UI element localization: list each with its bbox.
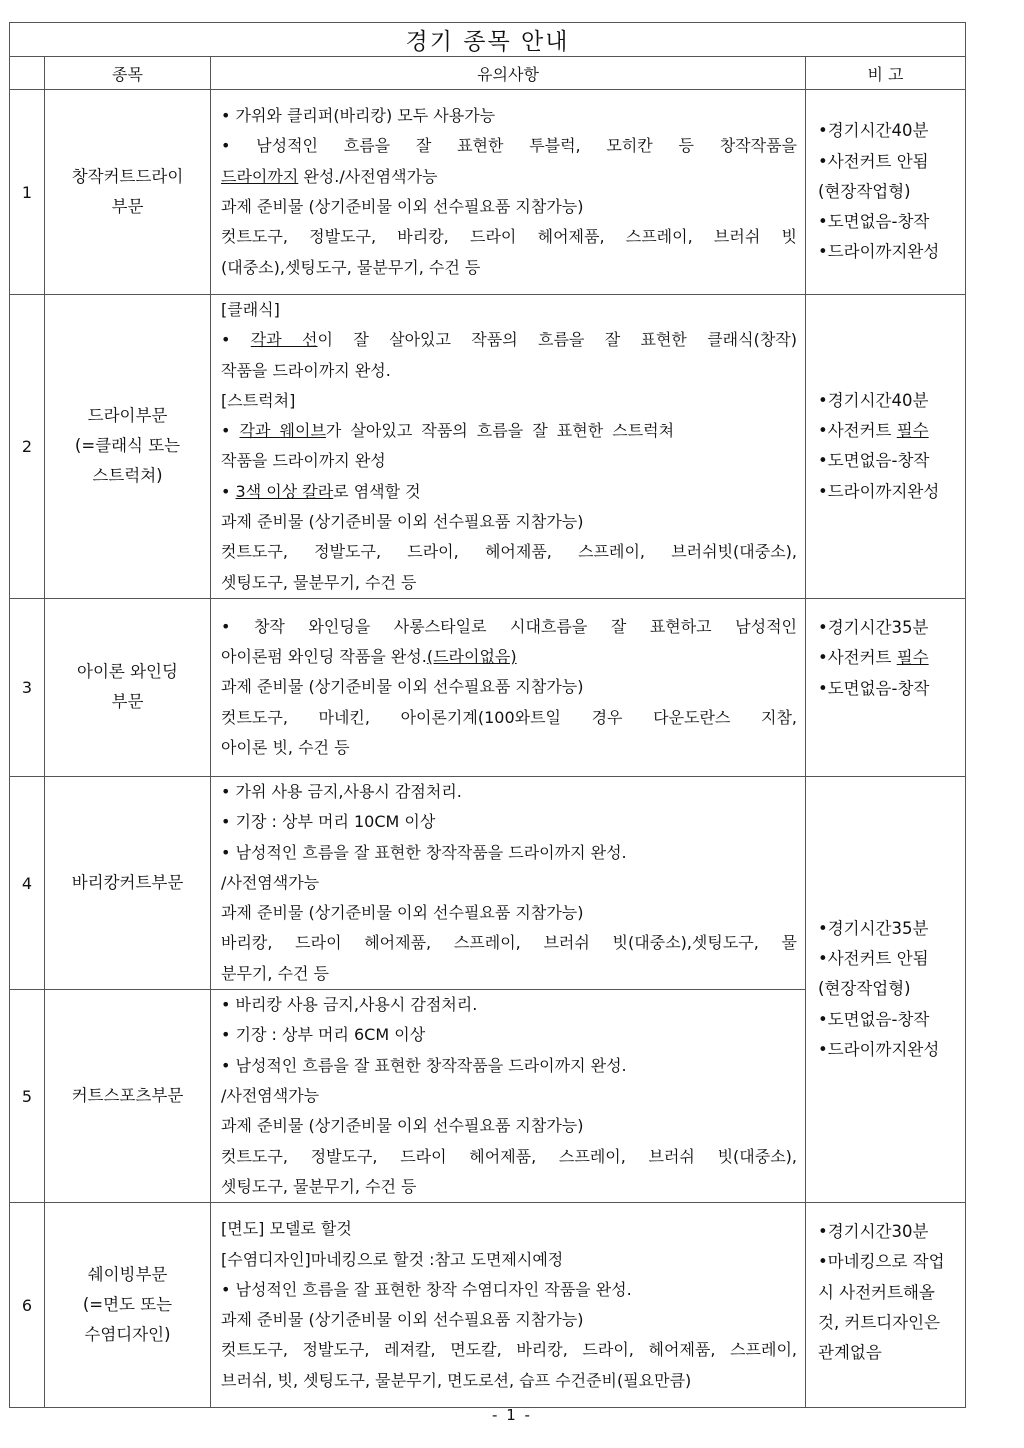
- note-line: (대중소),셋팅도구, 물분무기, 수건 등: [221, 257, 481, 277]
- bullet: •: [221, 330, 251, 350]
- note-text: 로 염색할 것: [333, 481, 421, 501]
- supplies-heading: 과제 준비물 (상기준비물 이외 선수필요품 지참가능): [221, 197, 584, 216]
- note-line: [221, 642, 797, 672]
- category-line: (=클래식 또는: [74, 436, 181, 456]
- note-line: 분무기, 수건 등: [221, 963, 329, 983]
- row-number: 1: [10, 90, 45, 295]
- supplies-heading: 과제 준비물 (상기준비물 이외 선수필요품 지참가능): [221, 1310, 584, 1330]
- notes-cell: [211, 90, 806, 295]
- table-row: [10, 598, 966, 776]
- note-text: 이 잘 살아있고 작품의 흐름을 잘 표현한 클래식(창작): [317, 330, 797, 350]
- note-line: [221, 477, 797, 507]
- table-row: [10, 90, 966, 295]
- remarks-cell: [806, 1203, 966, 1408]
- remark-line: •사전커트 안됨: [818, 151, 929, 171]
- notes-cell: [211, 990, 806, 1203]
- category-line: (=면도 또는: [82, 1295, 173, 1315]
- category-cell: [45, 1203, 211, 1408]
- row-number: 2: [10, 295, 45, 599]
- remark-line: •드라이까지완성: [818, 481, 940, 501]
- remark-line: 관계없음: [818, 1343, 882, 1363]
- category-line: 부문: [111, 692, 144, 712]
- remark-line: [818, 416, 957, 446]
- note-line: 컷트도구, 정발도구, 드라이 헤어제품, 스프레이, 브러쉬 빗(대중소),: [221, 1146, 797, 1166]
- bullet: •: [221, 421, 240, 441]
- category-cell: [45, 598, 211, 776]
- note-line: • 가위 사용 금지,사용시 감점처리.: [221, 781, 462, 801]
- remark-line: •드라이까지완성: [818, 1039, 940, 1059]
- row-number: 5: [10, 990, 45, 1203]
- category-cell: [45, 776, 211, 989]
- table-row: [10, 1203, 966, 1408]
- supplies-heading: 과제 준비물 (상기준비물 이외 선수필요품 지참가능): [221, 677, 584, 697]
- note-line: 셋팅도구, 물분무기, 수건 등: [221, 1176, 417, 1196]
- underlined-text: 각과 웨이브: [239, 421, 326, 441]
- underlined-text: 각과 선: [250, 330, 318, 350]
- note-text: 완성./사전염색가능: [298, 166, 438, 186]
- notes-cell: [211, 776, 806, 989]
- remark-line: (현장작업형): [818, 979, 911, 999]
- remark-text: •사전커트: [818, 421, 897, 441]
- table-row: [10, 776, 966, 989]
- supplies-heading: 과제 준비물 (상기준비물 이외 선수필요품 지참가능): [221, 1116, 584, 1136]
- remark-line: (현장작업형): [818, 181, 911, 201]
- supplies-heading: 과제 준비물 (상기준비물 이외 선수필요품 지참가능): [221, 903, 584, 923]
- remark-line: •도면없음-창작: [818, 212, 930, 232]
- note-line: 작품을 드라이까지 완성.: [221, 360, 391, 380]
- remark-line: 시 사전커트해올: [818, 1282, 935, 1302]
- header-remarks: 비 고: [806, 57, 966, 90]
- remark-line: •드라이까지완성: [818, 242, 940, 262]
- header-category: 종목: [45, 57, 211, 90]
- remark-line: [818, 643, 957, 673]
- note-line: 바리캉, 드라이 헤어제품, 스프레이, 브러쉬 빗(대중소),셋팅도구, 물: [221, 933, 797, 953]
- category-line: 아이론 와인딩: [77, 662, 178, 682]
- category-cell: [45, 295, 211, 599]
- note-line: • 남성적인 흐름을 잘 표현한 투블럭, 모히칸 등 창작작품을: [221, 136, 797, 156]
- note-line: 브러쉬, 빗, 셋팅도구, 물분무기, 면도로션, 습프 수건준비(필요만큼): [221, 1370, 692, 1390]
- notes-cell: [211, 1203, 806, 1408]
- notes-cell: [211, 598, 806, 776]
- row-number: 6: [10, 1203, 45, 1408]
- note-line: /사전염색가능: [221, 872, 320, 892]
- category-line: 창작커트드라이: [71, 167, 184, 186]
- note-line: • 기장 : 상부 머리 10CM 이상: [221, 812, 436, 832]
- note-line: [스트럭쳐]: [221, 390, 296, 410]
- remark-line: •마네킹으로 작업: [818, 1252, 945, 1272]
- underlined-text: 필수: [896, 421, 929, 441]
- remark-line: •경기시간40분: [818, 121, 929, 141]
- note-line: • 창작 와인딩을 사롱스타일로 시대흐름을 잘 표현하고 남성적인: [221, 616, 797, 636]
- note-line: [면도] 모델로 할것: [221, 1219, 352, 1239]
- note-line: 컷트도구, 정발도구, 드라이, 헤어제품, 스프레이, 브러쉬빗(대중소),: [221, 542, 797, 562]
- remarks-cell: [806, 598, 966, 776]
- bullet: •: [221, 481, 236, 501]
- note-line: • 가위와 클리퍼(바리캉) 모두 사용가능: [221, 106, 496, 126]
- remark-line: •경기시간40분: [818, 390, 929, 410]
- note-line: [수염디자인]마네킹으로 할것 :참고 도면제시예정: [221, 1249, 564, 1269]
- note-line: [클래식]: [221, 300, 280, 319]
- competition-events-table: [9, 22, 966, 1408]
- note-line: 아이론 빗, 수건 등: [221, 737, 350, 757]
- underlined-text: 필수: [896, 648, 929, 668]
- note-line: • 남성적인 흐름을 잘 표현한 창작 수염디자인 작품을 완성.: [221, 1279, 632, 1299]
- category-line: 바리캉커트부문: [71, 873, 184, 892]
- supplies-heading: 과제 준비물 (상기준비물 이외 선수필요품 지참가능): [221, 512, 584, 532]
- remark-line: •도면없음-창작: [818, 451, 930, 471]
- remarks-cell: [806, 295, 966, 599]
- remark-line: •도면없음-창작: [818, 678, 930, 698]
- note-line: • 남성적인 흐름을 잘 표현한 창작작품을 드라이까지 완성.: [221, 842, 627, 862]
- remark-line: 것, 커트디자인은: [818, 1313, 941, 1333]
- underlined-text: 드라이까지: [221, 166, 299, 186]
- notes-cell: [211, 295, 806, 599]
- remark-line: •경기시간30분: [818, 1222, 929, 1242]
- note-line: 컷트도구, 정발도구, 레져칼, 면도칼, 바리캉, 드라이, 헤어제품, 스프레이,: [221, 1340, 797, 1360]
- note-line: 컷트도구, 마네킨, 아이론기계(100와트일 경우 다운도란스 지참,: [221, 707, 797, 727]
- remark-line: •사전커트 안됨: [818, 949, 929, 969]
- header-notes: 유의사항: [211, 57, 806, 90]
- underlined-text: (드라이없음): [426, 647, 517, 667]
- note-line: 작품을 드라이까지 완성: [221, 451, 386, 471]
- note-line: • 남성적인 흐름을 잘 표현한 창작작품을 드라이까지 완성.: [221, 1055, 627, 1075]
- header-no: [10, 57, 45, 90]
- remarks-cell: [806, 90, 966, 295]
- category-line: 부문: [111, 197, 144, 216]
- remark-line: •경기시간35분: [818, 617, 929, 637]
- note-line: • 바리캉 사용 금지,사용시 감점처리.: [221, 995, 478, 1015]
- category-line: 수염디자인): [84, 1325, 171, 1345]
- note-line: 컷트도구, 정발도구, 바리캉, 드라이 헤어제품, 스프레이, 브러쉬 빗: [221, 227, 797, 247]
- note-line: [221, 416, 797, 446]
- note-text: 가 살아있고 작품의 흐름을 잘 표현한 스트럭쳐: [325, 421, 675, 441]
- category-line: 쉐이빙부문: [87, 1265, 168, 1285]
- note-line: [221, 162, 797, 192]
- category-line: 스트럭쳐): [92, 466, 163, 486]
- page-number: - 1 -: [492, 1406, 532, 1424]
- table-row: [10, 295, 966, 599]
- category-line: 커트스포츠부문: [71, 1086, 184, 1106]
- category-line: 드라이부문: [87, 406, 168, 426]
- remark-line: •경기시간35분: [818, 918, 929, 938]
- note-line: /사전염색가능: [221, 1085, 320, 1105]
- row-number: 4: [10, 776, 45, 989]
- category-cell: [45, 90, 211, 295]
- table-title: 경기 종목 안내: [10, 23, 966, 57]
- note-line: 셋팅도구, 물분무기, 수건 등: [221, 572, 417, 592]
- underlined-text: 3색 이상 칼라: [235, 481, 334, 501]
- note-text: 아이론펌 와인딩 작품을 완성.: [221, 647, 427, 667]
- category-cell: [45, 990, 211, 1203]
- remarks-cell-shared: [806, 776, 966, 1202]
- note-line: [221, 325, 797, 355]
- row-number: 3: [10, 598, 45, 776]
- note-line: • 기장 : 상부 머리 6CM 이상: [221, 1025, 426, 1045]
- remark-text: •사전커트: [818, 648, 897, 668]
- remark-line: •도면없음-창작: [818, 1009, 930, 1029]
